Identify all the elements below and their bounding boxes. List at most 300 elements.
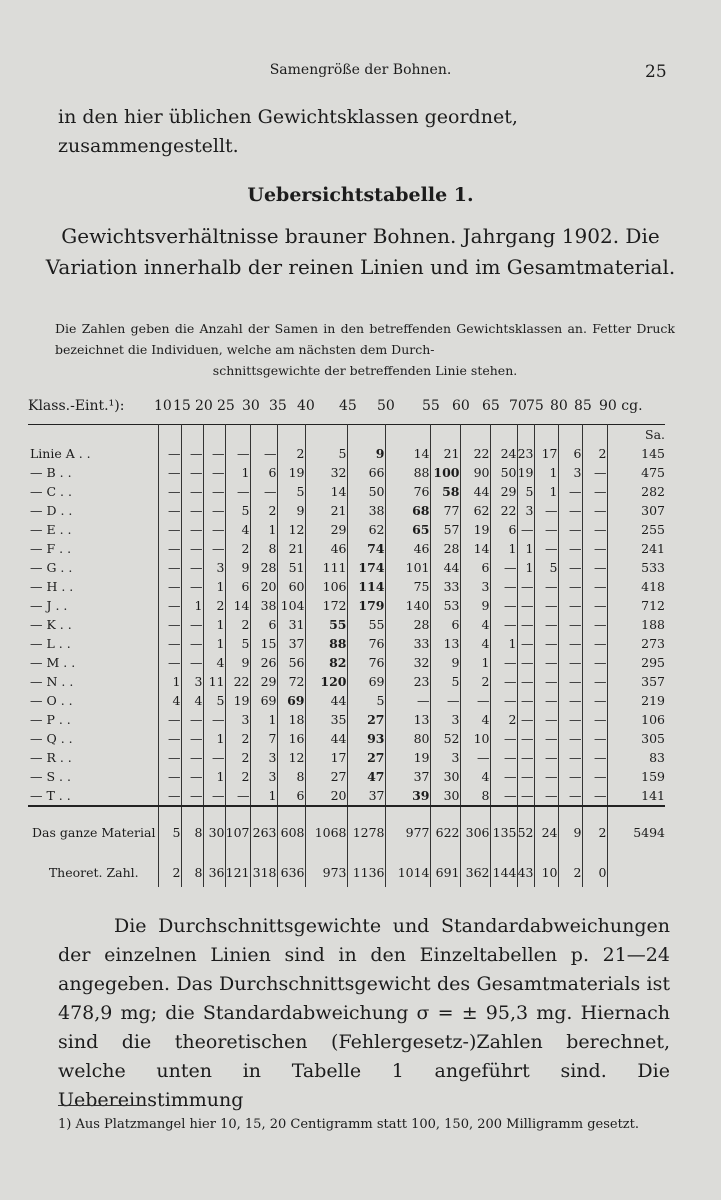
table-cell: — <box>534 539 558 558</box>
table-cell: 1014 <box>385 857 430 887</box>
table-cell: — <box>181 634 203 653</box>
table-cell: — <box>534 577 558 596</box>
table-cell: 88 <box>305 634 347 653</box>
weight-class-table <box>28 424 665 887</box>
row-sum: 307 <box>607 501 665 520</box>
table-cell: 36 <box>203 857 225 887</box>
table-cell: 27 <box>347 710 385 729</box>
table-cell: 27 <box>305 767 347 786</box>
table-cell: 2 <box>490 710 517 729</box>
table-cell: 2 <box>582 444 607 463</box>
table-row <box>28 463 665 482</box>
table-cell: 3 <box>250 767 277 786</box>
header-label-cell <box>28 425 158 445</box>
row-sum: 418 <box>607 577 665 596</box>
table-cell: — <box>203 748 225 767</box>
table-cell: — <box>158 767 181 786</box>
class-tick: 15 <box>173 398 191 414</box>
table-cell: 75 <box>385 577 430 596</box>
table-cell: — <box>181 748 203 767</box>
table-cell: 3 <box>430 748 460 767</box>
row-label: — Q . . <box>30 731 73 746</box>
table-row <box>28 444 665 463</box>
table-cell: — <box>203 501 225 520</box>
row-sum: 188 <box>607 615 665 634</box>
table-cell: 32 <box>385 653 430 672</box>
row-sum: 273 <box>607 634 665 653</box>
table-cell: — <box>558 558 582 577</box>
table-cell: — <box>534 615 558 634</box>
table-row <box>28 634 665 653</box>
table-cell: — <box>517 710 534 729</box>
table-cell: 37 <box>347 786 385 806</box>
table-title: Uebersichtstabelle 1. <box>247 184 474 206</box>
table-cell: 53 <box>430 596 460 615</box>
table-cell: — <box>534 786 558 806</box>
table-cell: 31 <box>277 615 305 634</box>
table-cell: 11 <box>203 672 225 691</box>
table-cell: — <box>517 596 534 615</box>
table-cell: 1 <box>203 767 225 786</box>
table-cell: 8 <box>181 806 203 857</box>
table-cell: — <box>558 634 582 653</box>
table-cell: — <box>534 729 558 748</box>
table-cell: — <box>534 710 558 729</box>
class-tick: 70 <box>509 398 527 414</box>
row-sum: 159 <box>607 767 665 786</box>
table-cell: 318 <box>250 857 277 887</box>
table-cell: — <box>181 710 203 729</box>
table-cell: 30 <box>430 786 460 806</box>
table-cell: — <box>558 691 582 710</box>
table-cell: 3 <box>517 501 534 520</box>
table-cell: 24 <box>490 444 517 463</box>
table-cell: 4 <box>460 615 490 634</box>
table-cell: 69 <box>347 672 385 691</box>
table-cell: — <box>517 577 534 596</box>
table-cell: 1 <box>250 520 277 539</box>
table-cell: 14 <box>305 482 347 501</box>
table-cell: 3 <box>430 710 460 729</box>
table-cell: — <box>534 672 558 691</box>
row-sum: 712 <box>607 596 665 615</box>
table-cell: 93 <box>347 729 385 748</box>
table-cell: 76 <box>385 482 430 501</box>
table-cell: 174 <box>347 558 385 577</box>
row-label: — B . . <box>30 465 72 480</box>
table-cell: 6 <box>225 577 250 596</box>
table-cell: 6 <box>460 558 490 577</box>
table-cell: 140 <box>385 596 430 615</box>
table-cell: 6 <box>250 615 277 634</box>
table-cell: 172 <box>305 596 347 615</box>
table-row <box>28 710 665 729</box>
table-cell: 27 <box>347 748 385 767</box>
table-row <box>28 558 665 577</box>
table-cell: — <box>534 596 558 615</box>
table-cell: — <box>158 444 181 463</box>
table-cell: 2 <box>225 539 250 558</box>
table-cell: 28 <box>430 539 460 558</box>
table-cell: — <box>203 539 225 558</box>
table-header-row <box>28 425 665 445</box>
table-cell: — <box>490 558 517 577</box>
table-cell: 9 <box>460 596 490 615</box>
class-tick: 40 <box>297 398 315 414</box>
table-cell: 2 <box>460 672 490 691</box>
class-tick: 45 <box>339 398 357 414</box>
table-cell: 57 <box>430 520 460 539</box>
table-cell: 12 <box>277 520 305 539</box>
table-cell: — <box>158 748 181 767</box>
table-note-line-2: schnittsgewichte der betreffenden Linie stehen. <box>212 363 518 378</box>
table-cell: — <box>203 520 225 539</box>
table-cell: 46 <box>385 539 430 558</box>
row-sum: 282 <box>607 482 665 501</box>
table-row <box>28 520 665 539</box>
table-cell: — <box>582 748 607 767</box>
header-cell <box>534 425 558 445</box>
table-cell: — <box>582 520 607 539</box>
table-cell: 2 <box>225 729 250 748</box>
table-cell: 9 <box>430 653 460 672</box>
table-cell: 38 <box>347 501 385 520</box>
header-cell <box>203 425 225 445</box>
table-cell: 306 <box>460 806 490 857</box>
table-cell: — <box>181 520 203 539</box>
table-cell: 121 <box>225 857 250 887</box>
table-cell: 179 <box>347 596 385 615</box>
class-axis-label: Klass.-Eint.¹): <box>28 398 125 414</box>
table-cell: — <box>250 482 277 501</box>
table-cell: — <box>181 501 203 520</box>
table-cell: 3 <box>558 463 582 482</box>
table-cell: — <box>558 672 582 691</box>
table-cell: 1278 <box>347 806 385 857</box>
header-cell <box>490 425 517 445</box>
table-cell: 8 <box>277 767 305 786</box>
header-cell <box>250 425 277 445</box>
table-cell: 23 <box>517 446 534 461</box>
table-cell: — <box>158 558 181 577</box>
table-cell: — <box>158 596 181 615</box>
table-cell: 69 <box>250 691 277 710</box>
table-cell: — <box>558 539 582 558</box>
table-cell: — <box>517 767 534 786</box>
header-cell <box>181 425 203 445</box>
table-cell: 14 <box>385 444 430 463</box>
table-cell: — <box>430 691 460 710</box>
table-cell: — <box>158 634 181 653</box>
table-cell: 6 <box>490 520 517 539</box>
table-cell: 29 <box>250 672 277 691</box>
table-row <box>28 577 665 596</box>
table-cell: 362 <box>460 857 490 887</box>
table-cell: 3 <box>181 672 203 691</box>
table-cell: 29 <box>490 482 517 501</box>
table-cell: 76 <box>347 634 385 653</box>
class-tick: 60 <box>452 398 470 414</box>
table-cell: — <box>582 710 607 729</box>
table-cell: — <box>582 615 607 634</box>
table-cell: 69 <box>277 691 305 710</box>
table-note-line-1: Die Zahlen geben die Anzahl der Samen in den betreffenden Gewichtsklassen an. Fetter Druck bezeichnet die Individuen, welche am nächsten dem Durch- <box>55 321 675 357</box>
table-cell: 5 <box>225 501 250 520</box>
table-cell: — <box>181 767 203 786</box>
table-cell: 9 <box>277 501 305 520</box>
table-cell: 37 <box>277 634 305 653</box>
table-cell: 21 <box>277 539 305 558</box>
table-cell: — <box>558 501 582 520</box>
table-cell: 6 <box>558 444 582 463</box>
table-cell: — <box>181 577 203 596</box>
table-cell: 4 <box>460 767 490 786</box>
table-row <box>28 672 665 691</box>
table-cell: — <box>534 634 558 653</box>
table-cell: — <box>534 653 558 672</box>
table-cell: 1 <box>490 634 517 653</box>
table-cell: 22 <box>460 444 490 463</box>
row-label: — E . . <box>30 522 72 537</box>
table-cell: — <box>203 444 225 463</box>
table-cell: 33 <box>385 634 430 653</box>
class-tick: 55 <box>422 398 440 414</box>
total-row-sum: 5494 <box>607 806 665 857</box>
class-tick: 10 <box>154 398 172 414</box>
table-cell: 13 <box>385 710 430 729</box>
table-cell: 3 <box>203 558 225 577</box>
table-cell: 55 <box>347 615 385 634</box>
table-cell: 1 <box>534 482 558 501</box>
table-cell: — <box>517 634 534 653</box>
table-cell: 135 <box>490 806 517 857</box>
table-row <box>28 786 665 806</box>
table-cell: 30 <box>430 767 460 786</box>
table-cell: — <box>203 463 225 482</box>
table-subtitle: Gewichtsverhältnisse brauner Bohnen. Jahrgang 1902. Die Variation innerhalb der reinen Linien und im Gesamtmaterial. <box>45 224 676 279</box>
table-cell: 10 <box>460 729 490 748</box>
table-cell: 17 <box>305 748 347 767</box>
table-cell: — <box>582 672 607 691</box>
table-cell: 28 <box>250 558 277 577</box>
table-cell: — <box>225 482 250 501</box>
row-label: — C . . <box>30 484 72 499</box>
table-cell: — <box>158 615 181 634</box>
footnote-rule <box>58 1105 146 1106</box>
class-tick: 30 <box>242 398 260 414</box>
table-cell: — <box>517 672 534 691</box>
table-cell: 68 <box>385 501 430 520</box>
table-cell: 44 <box>430 558 460 577</box>
table-cell: 65 <box>385 520 430 539</box>
table-cell: 2 <box>225 767 250 786</box>
table-cell: 12 <box>277 748 305 767</box>
header-cell <box>430 425 460 445</box>
table-cell: — <box>181 615 203 634</box>
header-cell <box>277 425 305 445</box>
table-cell: 19 <box>225 691 250 710</box>
table-cell: 144 <box>490 857 517 887</box>
table-cell: 6 <box>277 786 305 806</box>
table-cell: — <box>158 786 181 806</box>
table-cell: — <box>158 729 181 748</box>
table-cell: — <box>558 748 582 767</box>
table-cell: — <box>582 501 607 520</box>
row-sum: 106 <box>607 710 665 729</box>
header-cell <box>305 425 347 445</box>
sum-header: Sa. <box>607 425 665 445</box>
header-cell <box>460 425 490 445</box>
header-cell <box>582 425 607 445</box>
table-cell: 1 <box>203 634 225 653</box>
row-sum: 305 <box>607 729 665 748</box>
class-tick: 50 <box>377 398 395 414</box>
table-cell: 106 <box>305 577 347 596</box>
table-cell: 2 <box>558 857 582 887</box>
table-row <box>28 729 665 748</box>
row-label: — F . . <box>30 541 72 556</box>
table-cell: 2 <box>203 596 225 615</box>
table-cell: 13 <box>430 634 460 653</box>
table-cell: 15 <box>250 634 277 653</box>
table-cell: — <box>181 482 203 501</box>
table-cell: 2 <box>250 501 277 520</box>
table-cell: — <box>460 748 490 767</box>
table-cell: — <box>558 767 582 786</box>
table-cell: 74 <box>347 539 385 558</box>
table-cell: — <box>250 444 277 463</box>
table-cell: — <box>181 444 203 463</box>
table-cell: — <box>534 691 558 710</box>
table-cell: — <box>517 520 534 539</box>
header-cell <box>225 425 250 445</box>
table-cell: 19 <box>460 520 490 539</box>
table-cell: — <box>490 767 517 786</box>
table-cell: 3 <box>225 710 250 729</box>
table-cell: 51 <box>277 558 305 577</box>
table-cell: 1 <box>517 539 534 558</box>
table-cell: 39 <box>385 786 430 806</box>
table-cell: 21 <box>305 501 347 520</box>
table-cell: — <box>582 653 607 672</box>
table-cell: 1 <box>534 463 558 482</box>
table-cell: 26 <box>250 653 277 672</box>
table-cell: 5 <box>534 558 558 577</box>
table-cell: — <box>534 748 558 767</box>
table-cell: — <box>181 539 203 558</box>
row-label: — P . . <box>30 712 71 727</box>
table-cell: 4 <box>203 653 225 672</box>
row-label: — L . . <box>30 636 71 651</box>
table-cell: — <box>490 653 517 672</box>
table-row <box>28 596 665 615</box>
table-cell: — <box>490 615 517 634</box>
table-cell: 46 <box>305 539 347 558</box>
class-tick: 65 <box>482 398 500 414</box>
table-cell: 14 <box>460 539 490 558</box>
row-label: Linie A . . <box>30 446 91 461</box>
row-sum: 83 <box>607 748 665 767</box>
header-cell <box>517 425 534 445</box>
table-cell: 47 <box>347 767 385 786</box>
table-cell: 22 <box>490 501 517 520</box>
row-sum: 141 <box>607 786 665 806</box>
table-cell: 1136 <box>347 857 385 887</box>
table-cell: — <box>490 729 517 748</box>
class-tick: 35 <box>269 398 287 414</box>
table-cell: 3 <box>250 748 277 767</box>
class-tick: 90 cg. <box>599 398 643 414</box>
total-row <box>28 806 665 857</box>
table-cell: 104 <box>277 596 305 615</box>
table-cell: — <box>582 691 607 710</box>
table-cell: 82 <box>305 653 347 672</box>
table-cell: — <box>558 520 582 539</box>
row-sum: 357 <box>607 672 665 691</box>
table-cell: 18 <box>277 710 305 729</box>
table-cell: — <box>181 729 203 748</box>
table-cell: 19 <box>517 465 534 480</box>
table-cell: 107 <box>225 806 250 857</box>
table-cell: 100 <box>430 463 460 482</box>
table-cell: 38 <box>250 596 277 615</box>
table-cell: 88 <box>385 463 430 482</box>
table-cell: — <box>490 596 517 615</box>
table-cell: 691 <box>430 857 460 887</box>
table-cell: 17 <box>534 444 558 463</box>
table-cell: 5 <box>225 634 250 653</box>
table-cell: — <box>490 691 517 710</box>
table-row <box>28 691 665 710</box>
table-cell: 44 <box>305 729 347 748</box>
table-cell: 2 <box>225 748 250 767</box>
table-cell: 1 <box>203 577 225 596</box>
table-cell: — <box>225 786 250 806</box>
table-cell: 2 <box>582 806 607 857</box>
table-cell: — <box>158 520 181 539</box>
table-cell: 19 <box>385 748 430 767</box>
table-cell: 50 <box>490 463 517 482</box>
row-label: — D . . <box>30 503 73 518</box>
table-cell: 3 <box>460 577 490 596</box>
table-cell: — <box>158 463 181 482</box>
table-cell: 1 <box>203 615 225 634</box>
class-tick: 75 <box>526 398 544 414</box>
table-cell: 5 <box>158 806 181 857</box>
table-cell: — <box>158 710 181 729</box>
table-cell: — <box>558 596 582 615</box>
table-cell: 50 <box>347 482 385 501</box>
table-cell: 76 <box>347 653 385 672</box>
table-row <box>28 748 665 767</box>
running-header: Samengröße der Bohnen. <box>269 62 452 78</box>
table-cell: 37 <box>385 767 430 786</box>
table-cell: 5 <box>203 691 225 710</box>
table-cell: — <box>517 748 534 767</box>
table-cell: 33 <box>430 577 460 596</box>
table-cell: 5 <box>305 444 347 463</box>
page-number: 25 <box>645 62 667 82</box>
table-cell: 14 <box>225 596 250 615</box>
table-cell: — <box>558 786 582 806</box>
table-cell: 62 <box>347 520 385 539</box>
header-cell <box>558 425 582 445</box>
table-row <box>28 501 665 520</box>
table-cell: — <box>158 577 181 596</box>
table-cell: 9 <box>347 444 385 463</box>
table-cell: — <box>517 729 534 748</box>
row-label: — O . . <box>30 693 73 708</box>
